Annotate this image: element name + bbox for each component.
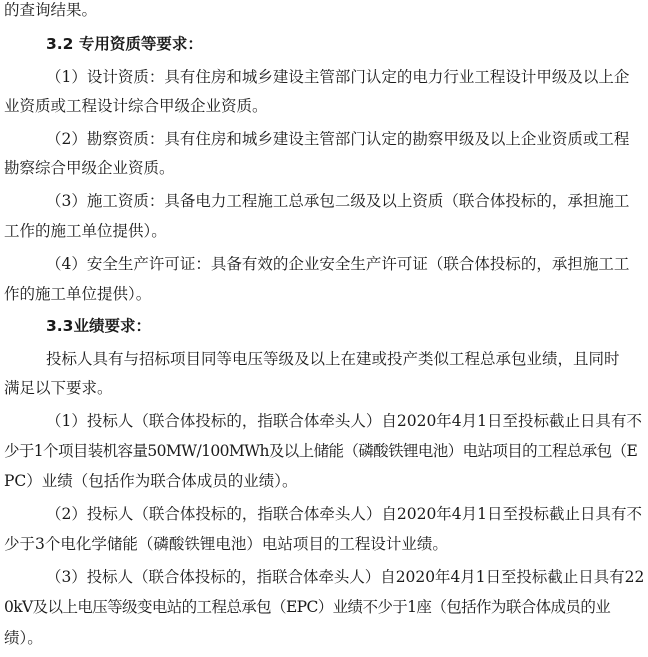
text-line: 少于1个项目装机容量50MW/100MWh及以上储能（磷酸铁锂电池）电站项目的工程总承包（E [4,442,638,460]
text-line: （4）安全生产许可证：具备有效的企业安全生产许可证（联合体投标的，承担施工工 [46,255,630,273]
text-line: 满足以下要求。 [4,379,113,397]
text-line: 勘察综合甲级企业资质。 [4,159,175,177]
text-line: 的查询结果。 [4,1,98,19]
text-line: （2）勘察资质：具有住房和城乡建设主管部门认定的勘察甲级及以上企业资质或工程 [46,130,630,148]
section-heading: 3.2 专用资质等要求： [46,35,203,53]
section-heading: 3.3业绩要求： [46,317,151,335]
text-line: （3）投标人（联合体投标的，指联合体牵头人）自2020年4月1日至投标截止日具有22 [46,568,645,586]
text-line: （1）设计资质：具有住房和城乡建设主管部门认定的电力行业工程设计甲级及以上企 [46,68,630,86]
text-line: 投标人具有与招标项目同等电压等级及以上在建或投产类似工程总承包业绩，且同时 [46,350,620,368]
text-line: PC）业绩（包括作为联合体成员的业绩）。 [4,472,298,490]
text-line: 工作的施工单位提供）。 [4,222,167,240]
text-line: 绩）。 [4,629,43,647]
text-line: 作的施工单位提供）。 [4,285,152,303]
text-line: 少于3个电化学储能（磷酸铁锂电池）电站项目的工程设计业绩。 [4,535,448,553]
text-line: 业资质或工程设计综合甲级企业资质。 [4,97,268,115]
text-line: （1）投标人（联合体投标的，指联合体牵头人）自2020年4月1日至投标截止日具有不 [46,412,643,430]
text-line: （2）投标人（联合体投标的，指联合体牵头人）自2020年4月1日至投标截止日具有不 [46,505,643,523]
text-line: （3）施工资质：具备电力工程施工总承包二级及以上资质（联合体投标的，承担施工 [46,192,630,210]
text-line: 0kV及以上电压等级变电站的工程总承包（EPC）业绩不少于1座（包括作为联合体成员的业 [4,598,611,616]
